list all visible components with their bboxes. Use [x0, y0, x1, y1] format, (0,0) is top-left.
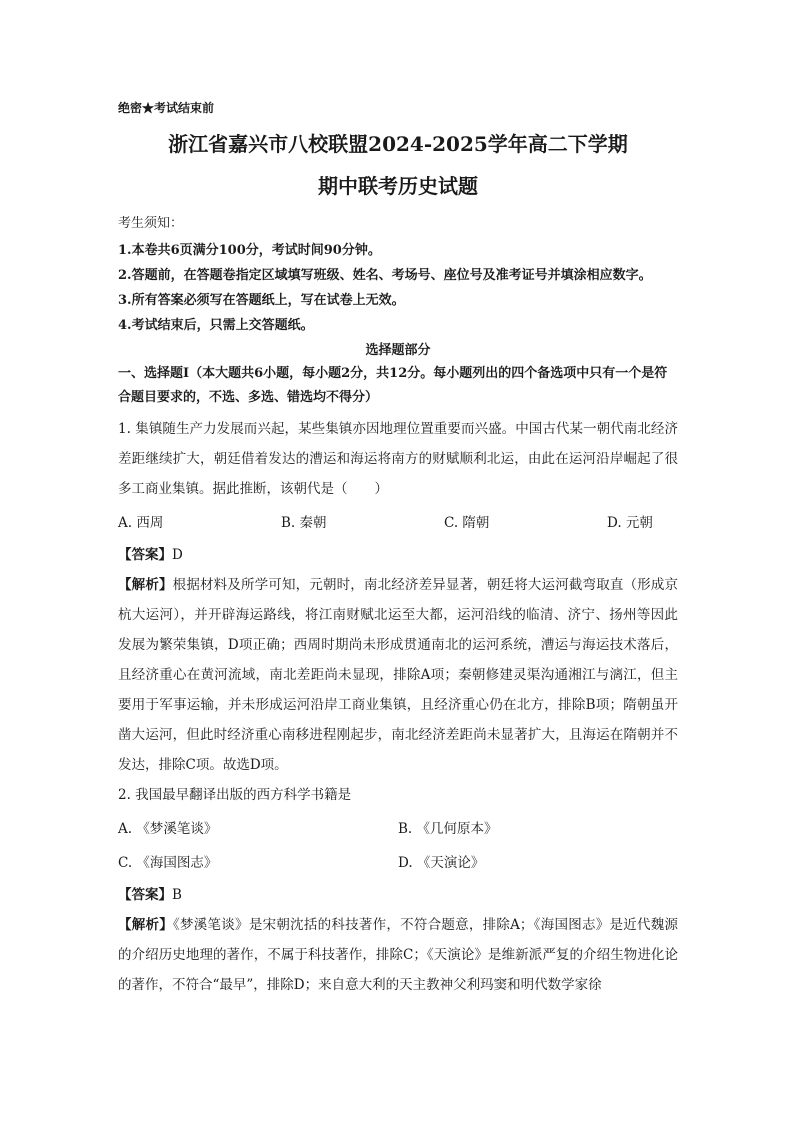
option-c: C. 《海国图志》 [118, 855, 218, 871]
answer-tag: 【答案】 [118, 887, 172, 903]
note-item: 4.考试结束后，只需上交答题纸。 [118, 318, 314, 333]
note-item: 3.所有答案必须写在答题纸上，写在试卷上无效。 [118, 293, 405, 308]
option-d: D. 元朝 [607, 515, 653, 531]
question-2 [118, 780, 678, 1000]
answer-line [118, 880, 678, 910]
option-a: A. 西周 [118, 515, 164, 531]
analysis [118, 570, 678, 780]
answer-tag: 【答案】 [118, 547, 172, 563]
option-b: B. 秦朝 [281, 515, 327, 531]
exam-page [118, 100, 678, 1000]
analysis [118, 910, 678, 1000]
section-heading: 一、选择题Ⅰ（本大题共6小题，每小题2分，共12分。每小题列出的四个备选项中只有一个是符合题目要求的，不选、多选、错选均不得分） [118, 366, 668, 405]
analysis-tag: 【解析】 [118, 917, 174, 933]
question-stem: 2. 我国最早翻译出版的西方科学书籍是 [118, 787, 352, 803]
exam-title-line1: 浙江省嘉兴市八校联盟2024-2025学年高二下学期 [168, 132, 628, 156]
question-stem: 1. 集镇随生产力发展而兴起，某些集镇亦因地理位置重要而兴盛。中国古代某一朝代南北经济差距继续扩大，朝廷借着发达的漕运和海运将南方的财赋顺利北运，由此在运河沿岸崛起了很多工商业集镇。据此推断，该朝代是（ ） [118, 421, 678, 497]
candidate-notes [118, 214, 678, 338]
option-d: D. 《天演论》 [398, 855, 485, 871]
section-title: 选择题部分 [365, 343, 431, 358]
option-a: A. 《梦溪笔谈》 [118, 821, 218, 837]
option-list [118, 814, 678, 844]
answer-line [118, 540, 678, 570]
analysis-text: 《梦溪笔谈》是宋朝沈括的科技著作，不符合题意，排除A；《海国图志》是近代魏源的介绍历史地理的著作，不属于科技著作，排除C；《天演论》是维新派严复的介绍生物进化论的著作，不符合“最早”，排除D；来自意大利的天主教神父利玛窦和明代数学家徐 [118, 917, 679, 993]
note-item: 1.本卷共6页满分100分，考试时间90分钟。 [118, 243, 381, 258]
confidential-mark: 绝密★考试结束前 [118, 101, 215, 115]
exam-title-line2: 期中联考历史试题 [318, 174, 478, 198]
option-c: C. 隋朝 [444, 515, 490, 531]
question-1 [118, 414, 678, 780]
answer-value: B [172, 887, 182, 903]
analysis-text: 根据材料及所学可知，元朝时，南北经济差异显著，朝廷将大运河截弯取直（形成京杭大运河），并开辟海运路线，将江南财赋北运至大都，运河沿线的临清、济宁、扬州等因此发展为繁荣集镇，D项正确；西周时期尚未形成贯通南北的运河系统，漕运与海运技术落后，且经济重心在黄河流域，南北差距尚未显现，排除A项；秦朝修建灵渠沟通湘江与漓江，但主要用于军事运输，并未形成运河沿岸工商业集镇，且经济重心仍在北方，排除B项；隋朝虽开凿大运河，但此时经济重心南移进程刚起步，南北经济差距尚未显著扩大，且海运在隋朝并不发达，排除C项。故选D项。 [118, 577, 679, 773]
notes-heading: 考生须知： [118, 216, 184, 231]
note-item: 2.答题前，在答题卷指定区域填写班级、姓名、考场号、座位号及准考证号并填涂相应数字。 [118, 268, 652, 283]
analysis-tag: 【解析】 [118, 577, 173, 593]
option-list [118, 508, 678, 538]
answer-value: D [172, 547, 183, 563]
option-b: B. 《几何原本》 [398, 821, 498, 837]
option-list [118, 848, 678, 878]
